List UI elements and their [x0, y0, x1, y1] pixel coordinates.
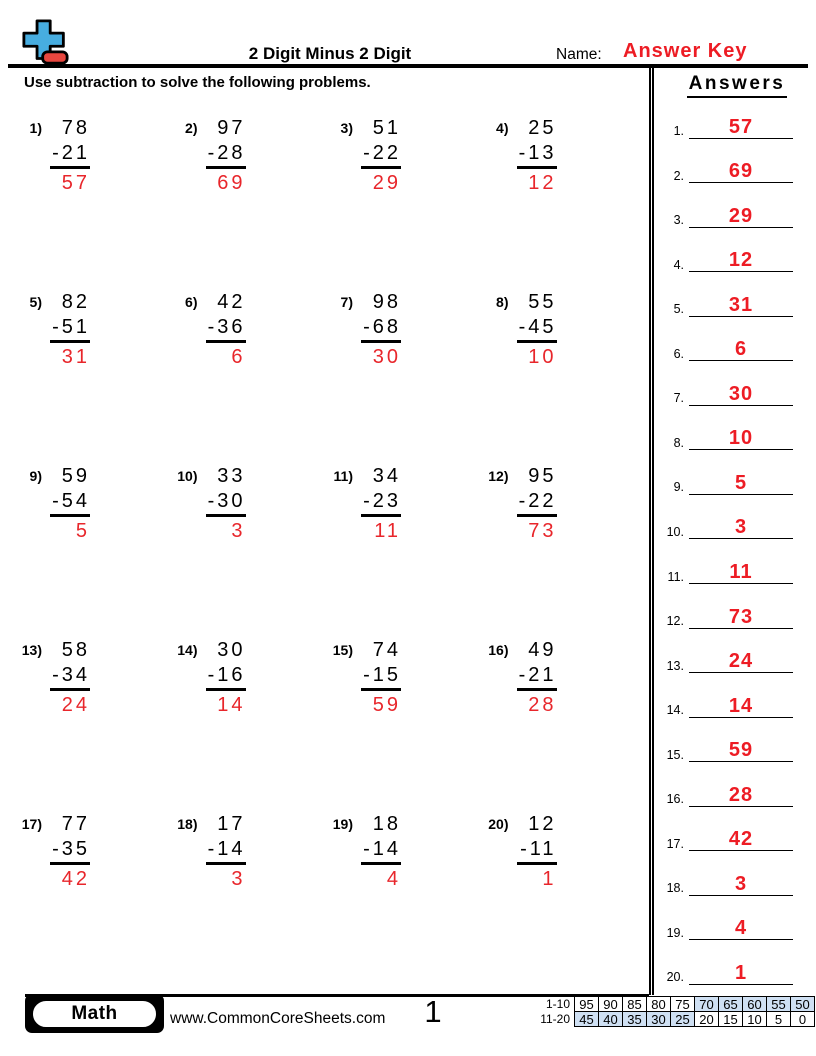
problem-answer: 73 [528, 520, 557, 542]
answer-item-number: 10. [666, 524, 684, 539]
answer-item [654, 762, 816, 807]
problem [321, 638, 477, 812]
problem-number: 13) [21, 642, 42, 658]
subtrahend: -23 [361, 489, 401, 517]
problem [10, 464, 166, 638]
answer-item-number: 18. [666, 881, 684, 896]
problem-work [50, 638, 90, 718]
problem [477, 464, 633, 638]
minuend: 98 [372, 291, 401, 313]
answer-item-number: 8. [673, 435, 684, 450]
answer-value: 69 [728, 160, 754, 183]
page-number: 1 [424, 994, 442, 1029]
answer-blank-line [689, 383, 793, 406]
answer-item [654, 851, 816, 896]
problem-answer: 31 [61, 346, 90, 368]
minuend: 49 [528, 639, 557, 661]
problem [166, 464, 322, 638]
answer-blank-line [689, 516, 793, 539]
website-text: www.CommonCoreSheets.com [170, 1010, 386, 1027]
problem-number: 17) [21, 816, 42, 832]
problem-work [50, 812, 90, 892]
minuend: 12 [528, 813, 557, 835]
problem-work [361, 464, 401, 544]
answer-blank-line [689, 116, 793, 139]
answer-value: 30 [728, 382, 754, 405]
problem [10, 116, 166, 290]
problem-answer: 30 [372, 346, 401, 368]
answer-item [654, 673, 816, 718]
answer-blank-line [689, 917, 793, 940]
problem-number: 3) [340, 120, 353, 136]
problems-grid [10, 116, 632, 986]
grading-cell: 50 [791, 997, 815, 1012]
minuend: 17 [217, 813, 246, 835]
answer-key-text: Answer Key [623, 40, 748, 62]
problem [477, 638, 633, 812]
answer-item-number: 1. [673, 124, 684, 139]
problem-answer: 5 [75, 520, 90, 542]
problem-work [517, 638, 557, 718]
answer-item-number: 15. [666, 747, 684, 762]
problem-work [517, 812, 557, 892]
subtrahend: -68 [361, 315, 401, 343]
answer-value: 24 [728, 650, 754, 673]
answer-item [654, 228, 816, 273]
grading-cell: 25 [671, 1012, 695, 1027]
problem-number: 20) [488, 816, 509, 832]
answer-value: 73 [728, 605, 754, 628]
grading-cell: 65 [719, 997, 743, 1012]
minuend: 55 [528, 291, 557, 313]
answer-item-number: 11. [667, 569, 684, 584]
answer-item [654, 406, 816, 451]
answer-value: 4 [734, 917, 748, 940]
problem-number: 11) [333, 468, 353, 484]
minuend: 82 [61, 291, 90, 313]
problem-work [517, 290, 557, 370]
grading-cell: 40 [599, 1012, 623, 1027]
name-label: Name: [556, 46, 602, 63]
answer-blank-line [689, 739, 793, 762]
problem-number: 6) [185, 294, 198, 310]
answers-title: Answers [687, 73, 788, 98]
problem-work [206, 116, 246, 196]
subtrahend: -13 [517, 141, 557, 169]
subject-badge [25, 994, 164, 1033]
problem-answer: 28 [528, 694, 557, 716]
subtrahend: -28 [206, 141, 246, 169]
answer-item [654, 139, 816, 184]
problem-work [517, 464, 557, 544]
grading-cell: 0 [791, 1012, 815, 1027]
problem-work [361, 116, 401, 196]
problem-work [50, 464, 90, 544]
answer-item [654, 539, 816, 584]
subtrahend: -54 [50, 489, 90, 517]
answer-item [654, 94, 816, 139]
answer-value: 3 [734, 516, 748, 539]
problem [10, 638, 166, 812]
problem-number: 9) [29, 468, 42, 484]
answer-blank-line [689, 160, 793, 183]
minuend: 97 [217, 117, 246, 139]
problem-answer: 24 [61, 694, 90, 716]
grading-row [531, 1012, 815, 1027]
minuend: 25 [528, 117, 557, 139]
problem-answer: 10 [528, 346, 557, 368]
answer-item-number: 12. [666, 614, 684, 629]
problem-answer: 14 [217, 694, 246, 716]
problem-work [517, 116, 557, 196]
problem-answer: 6 [231, 346, 246, 368]
problem-number: 2) [185, 120, 198, 136]
answer-blank-line [689, 561, 793, 584]
minuend: 51 [372, 117, 401, 139]
answer-item-number: 17. [666, 836, 684, 851]
minuend: 34 [372, 465, 401, 487]
answer-item-number: 5. [673, 302, 684, 317]
answers-panel [649, 68, 816, 995]
answer-value: 14 [728, 694, 754, 717]
answer-item-number: 20. [666, 970, 684, 985]
problem [10, 812, 166, 986]
subtrahend: -14 [361, 837, 401, 865]
minuend: 58 [61, 639, 90, 661]
answer-blank-line [689, 338, 793, 361]
answer-item [654, 272, 816, 317]
answer-item-number: 4. [673, 257, 684, 272]
subtrahend: -36 [206, 315, 246, 343]
answer-blank-line [689, 828, 793, 851]
problem-work [361, 290, 401, 370]
subtrahend: -11 [517, 837, 557, 865]
problem [10, 290, 166, 464]
answer-item-number: 7. [673, 391, 684, 406]
problem-work [206, 290, 246, 370]
problem-number: 14) [177, 642, 198, 658]
grading-row-label: 11-20 [540, 1012, 570, 1026]
problem-work [206, 464, 246, 544]
minuend: 42 [217, 291, 246, 313]
problem-number: 8) [496, 294, 509, 310]
answer-blank-line [689, 695, 793, 718]
subtrahend: -22 [517, 489, 557, 517]
problem [477, 290, 633, 464]
answer-value: 3 [734, 872, 748, 895]
answer-value: 29 [728, 204, 754, 227]
answer-item-number: 14. [666, 703, 684, 718]
problem-answer: 11 [374, 520, 401, 542]
grading-table [531, 996, 815, 1027]
subtrahend: -16 [206, 663, 246, 691]
grading-cell: 30 [647, 1012, 671, 1027]
problem-work [50, 116, 90, 196]
problem-number: 18) [177, 816, 198, 832]
grading-cell: 90 [599, 997, 623, 1012]
problem-number: 1) [29, 120, 42, 136]
minuend: 59 [61, 465, 90, 487]
subtrahend: -14 [206, 837, 246, 865]
problem [321, 464, 477, 638]
grading-cell: 5 [767, 1012, 791, 1027]
grading-cell: 20 [695, 1012, 719, 1027]
grading-row [531, 997, 815, 1012]
answer-item-number: 3. [673, 213, 684, 228]
answer-value: 1 [734, 961, 748, 984]
instructions: Use subtraction to solve the following problems. [24, 74, 371, 91]
problem [321, 290, 477, 464]
grading-cell: 70 [695, 997, 719, 1012]
answer-blank-line [689, 784, 793, 807]
answer-item [654, 450, 816, 495]
answer-blank-line [689, 962, 793, 985]
problem-number: 19) [332, 816, 353, 832]
answer-item [654, 629, 816, 674]
answer-item [654, 495, 816, 540]
problem [166, 290, 322, 464]
answers-list [654, 94, 816, 985]
answer-blank-line [689, 205, 793, 228]
problem-answer: 4 [386, 868, 401, 890]
subtrahend: -51 [50, 315, 90, 343]
problem [166, 116, 322, 290]
subtrahend: -35 [50, 837, 90, 865]
answer-value: 28 [728, 783, 754, 806]
answer-blank-line [689, 606, 793, 629]
answer-item [654, 584, 816, 629]
minuend: 95 [528, 465, 557, 487]
answer-item [654, 807, 816, 852]
problem [477, 812, 633, 986]
answer-item-number: 9. [673, 480, 684, 495]
problem-work [206, 638, 246, 718]
answer-value: 11 [729, 561, 753, 584]
problem-number: 10) [177, 468, 198, 484]
answer-item-number: 16. [666, 792, 684, 807]
answer-blank-line [689, 294, 793, 317]
grading-cell: 45 [575, 1012, 599, 1027]
answer-item-number: 13. [666, 658, 684, 673]
answer-blank-line [689, 472, 793, 495]
grading-cell: 60 [743, 997, 767, 1012]
problem-number: 5) [29, 294, 42, 310]
answer-blank-line [689, 427, 793, 450]
grading-cell: 55 [767, 997, 791, 1012]
problem-answer: 69 [217, 172, 246, 194]
minuend: 18 [372, 813, 401, 835]
problem [477, 116, 633, 290]
answer-blank-line [689, 873, 793, 896]
grading-cell: 75 [671, 997, 695, 1012]
problem-work [50, 290, 90, 370]
problem-answer: 29 [372, 172, 401, 194]
grading-cell: 15 [719, 1012, 743, 1027]
grading-cell: 85 [623, 997, 647, 1012]
answer-item-number: 2. [673, 168, 684, 183]
problem-answer: 57 [61, 172, 90, 194]
answer-item [654, 183, 816, 228]
subtrahend: -15 [361, 663, 401, 691]
answer-item-number: 6. [673, 346, 684, 361]
subtrahend: -22 [361, 141, 401, 169]
problem [321, 116, 477, 290]
subtrahend: -34 [50, 663, 90, 691]
problem-number: 15) [332, 642, 353, 658]
answer-value: 5 [734, 471, 748, 494]
grading-cell: 10 [743, 1012, 767, 1027]
grading-cell: 35 [623, 1012, 647, 1027]
answer-item [654, 361, 816, 406]
problem-answer: 12 [528, 172, 557, 194]
problem [166, 812, 322, 986]
answer-item [654, 896, 816, 941]
problem-answer: 3 [231, 868, 246, 890]
answer-value: 31 [728, 293, 754, 316]
subtrahend: -30 [206, 489, 246, 517]
problem [321, 812, 477, 986]
subtrahend: -21 [517, 663, 557, 691]
answer-value: 57 [728, 115, 754, 138]
answer-item [654, 718, 816, 763]
answer-value: 12 [728, 249, 754, 272]
problem [166, 638, 322, 812]
page-title: 2 Digit Minus 2 Digit [248, 44, 412, 63]
minuend: 33 [217, 465, 246, 487]
subtrahend: -45 [517, 315, 557, 343]
grading-row-label: 1-10 [545, 997, 570, 1011]
problem-answer: 42 [61, 868, 90, 890]
answer-blank-line [689, 249, 793, 272]
minuend: 30 [217, 639, 246, 661]
problem-number: 16) [488, 642, 509, 658]
grading-cell: 95 [575, 997, 599, 1012]
answer-value: 42 [728, 828, 754, 851]
minuend: 78 [61, 117, 90, 139]
minuend: 77 [61, 813, 90, 835]
subtrahend: -21 [50, 141, 90, 169]
problem-answer: 1 [542, 868, 557, 890]
problem-work [361, 638, 401, 718]
answer-value: 10 [728, 427, 754, 450]
problem-number: 12) [488, 468, 509, 484]
answer-value: 59 [728, 739, 754, 762]
problem-number: 7) [340, 294, 353, 310]
answer-item [654, 317, 816, 362]
minuend: 74 [372, 639, 401, 661]
problem-work [206, 812, 246, 892]
problem-work [361, 812, 401, 892]
answer-item-number: 19. [666, 925, 684, 940]
answer-blank-line [689, 650, 793, 673]
problem-answer: 3 [231, 520, 246, 542]
answer-item [654, 940, 816, 985]
grading-cell: 80 [647, 997, 671, 1012]
subject-badge-label: Math [31, 999, 158, 1029]
answer-value: 6 [734, 338, 748, 361]
problem-answer: 59 [372, 694, 401, 716]
problem-number: 4) [496, 120, 509, 136]
